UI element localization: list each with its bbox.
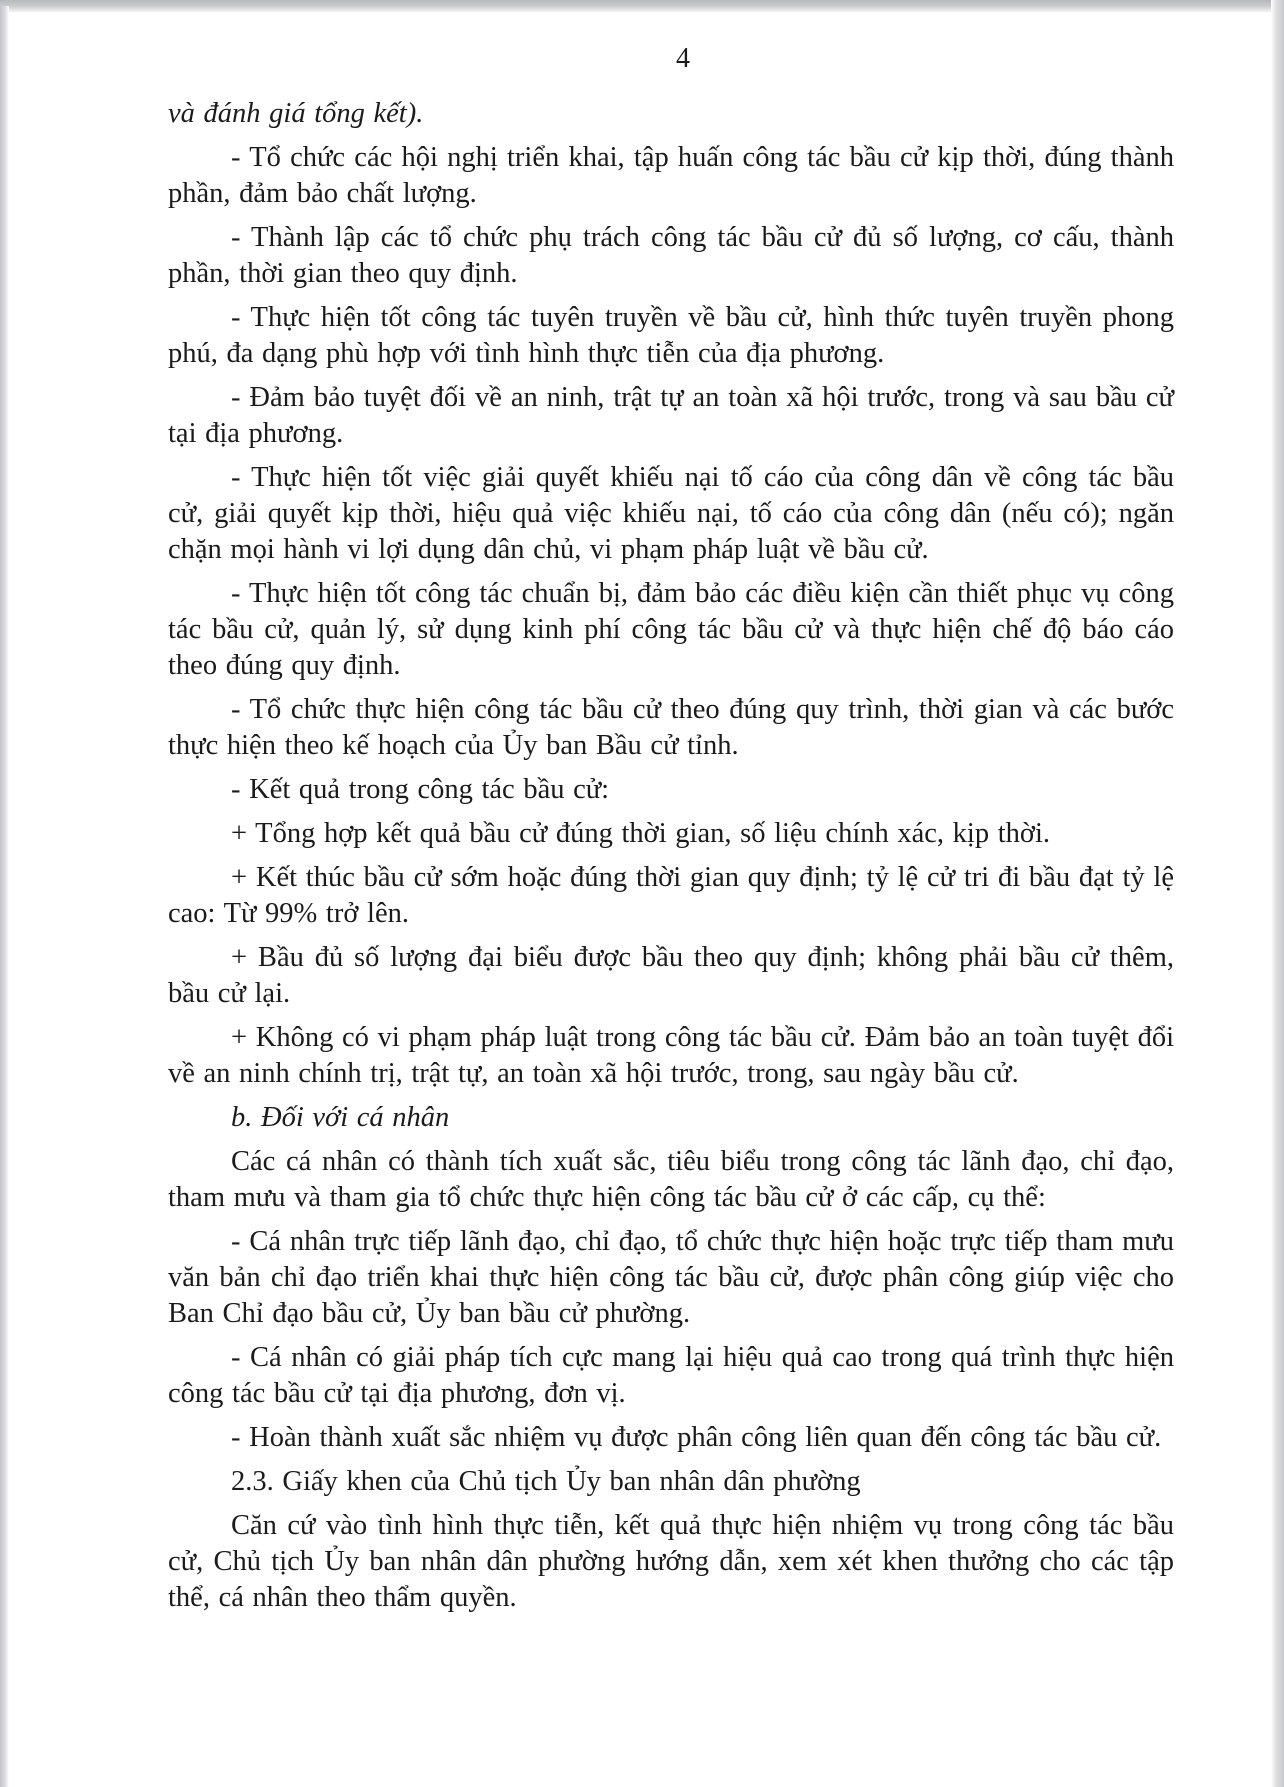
list-item-paragraph: - Hoàn thành xuất sắc nhiệm vụ được phân công liên quan đến công tác bầu cử. — [231, 1422, 1162, 1453]
page-number: 4 — [676, 43, 690, 74]
list-item-paragraph: - Tổ chức các hội nghị triển khai, tập huấn công tác bầu cử kịp thời, đúng thành phần, đảm bảo chất lượng. — [168, 142, 1174, 209]
scan-edge-left — [0, 6, 9, 1787]
list-item-paragraph: - Thành lập các tổ chức phụ trách công tác bầu cử đủ số lượng, cơ cấu, thành phần, thời gian theo quy định. — [168, 222, 1174, 289]
scan-edge-top — [0, 0, 1284, 13]
closing-paragraph: Căn cứ vào tình hình thực tiễn, kết quả thực hiện nhiệm vụ trong công tác bầu cử, Chủ tịch Ủy ban nhân dân phường hướng dẫn, xem xét khen thưởng cho các tập thể, cá nhân theo thẩm quyền. — [168, 1510, 1174, 1613]
list-item-paragraph: + Kết thúc bầu cử sớm hoặc đúng thời gian quy định; tỷ lệ cử tri đi bầu đạt tỷ lệ cao: Từ 99% trở lên. — [168, 862, 1174, 929]
list-item-paragraph: - Đảm bảo tuyệt đối về an ninh, trật tự an toàn xã hội trước, trong và sau bầu cử tại địa phương. — [168, 382, 1174, 449]
list-item-paragraph: - Thực hiện tốt việc giải quyết khiếu nại tố cáo của công dân về công tác bầu cử, giải quyết kịp thời, hiệu quả việc khiếu nại, tố cáo của công dân (nếu có); ngăn chặn mọi hành vi lợi dụng dân chủ, vi phạm pháp luật về bầu cử. — [168, 462, 1174, 565]
list-item-paragraph: - Cá nhân trực tiếp lãnh đạo, chỉ đạo, tổ chức thực hiện hoặc trực tiếp tham mưu văn bản chỉ đạo triển khai thực hiện công tác bầu cử, được phân công giúp việc cho Ban Chỉ đạo bầu cử, Ủy ban bầu cử phường. — [168, 1226, 1174, 1329]
body-paragraph: Các cá nhân có thành tích xuất sắc, tiêu biểu trong công tác lãnh đạo, chỉ đạo, tham mưu và tham gia tổ chức thực hiện công tác bầu cử ở các cấp, cụ thể: — [168, 1146, 1174, 1213]
scan-edge-right — [1271, 0, 1284, 1787]
list-item-paragraph: - Cá nhân có giải pháp tích cực mang lại hiệu quả cao trong quá trình thực hiện công tác bầu cử tại địa phương, đơn vị. — [168, 1342, 1174, 1409]
list-item-paragraph: + Tổng hợp kết quả bầu cử đúng thời gian, số liệu chính xác, kịp thời. — [231, 818, 1050, 849]
list-item-paragraph: - Thực hiện tốt công tác chuẩn bị, đảm bảo các điều kiện cần thiết phục vụ công tác bầu cử, quản lý, sử dụng kinh phí công tác bầu cử và thực hiện chế độ báo cáo theo đúng quy định. — [168, 578, 1174, 681]
subsection-heading-b: b. Đối với cá nhân — [231, 1102, 450, 1133]
list-item-paragraph: - Thực hiện tốt công tác tuyên truyền về bầu cử, hình thức tuyên truyền phong phú, đa dạng phù hợp với tình hình thực tiễn của địa phương. — [168, 302, 1174, 369]
list-item-paragraph: - Tổ chức thực hiện công tác bầu cử theo đúng quy trình, thời gian và các bước thực hiện theo kế hoạch của Ủy ban Bầu cử tỉnh. — [168, 694, 1174, 761]
list-item-paragraph: + Bầu đủ số lượng đại biểu được bầu theo quy định; không phải bầu cử thêm, bầu cử lại. — [168, 942, 1174, 1009]
section-heading-2-3: 2.3. Giấy khen của Chủ tịch Ủy ban nhân dân phường — [231, 1466, 861, 1497]
intro-continuation-line: và đánh giá tổng kết). — [168, 98, 424, 129]
list-item-paragraph: + Không có vi phạm pháp luật trong công tác bầu cử. Đảm bảo an toàn tuyệt đổi về an ninh chính trị, trật tự, an toàn xã hội trước, trong, sau ngày bầu cử. — [168, 1022, 1174, 1089]
document-body — [168, 96, 1174, 1624]
list-item-paragraph: - Kết quả trong công tác bầu cử: — [231, 774, 610, 805]
